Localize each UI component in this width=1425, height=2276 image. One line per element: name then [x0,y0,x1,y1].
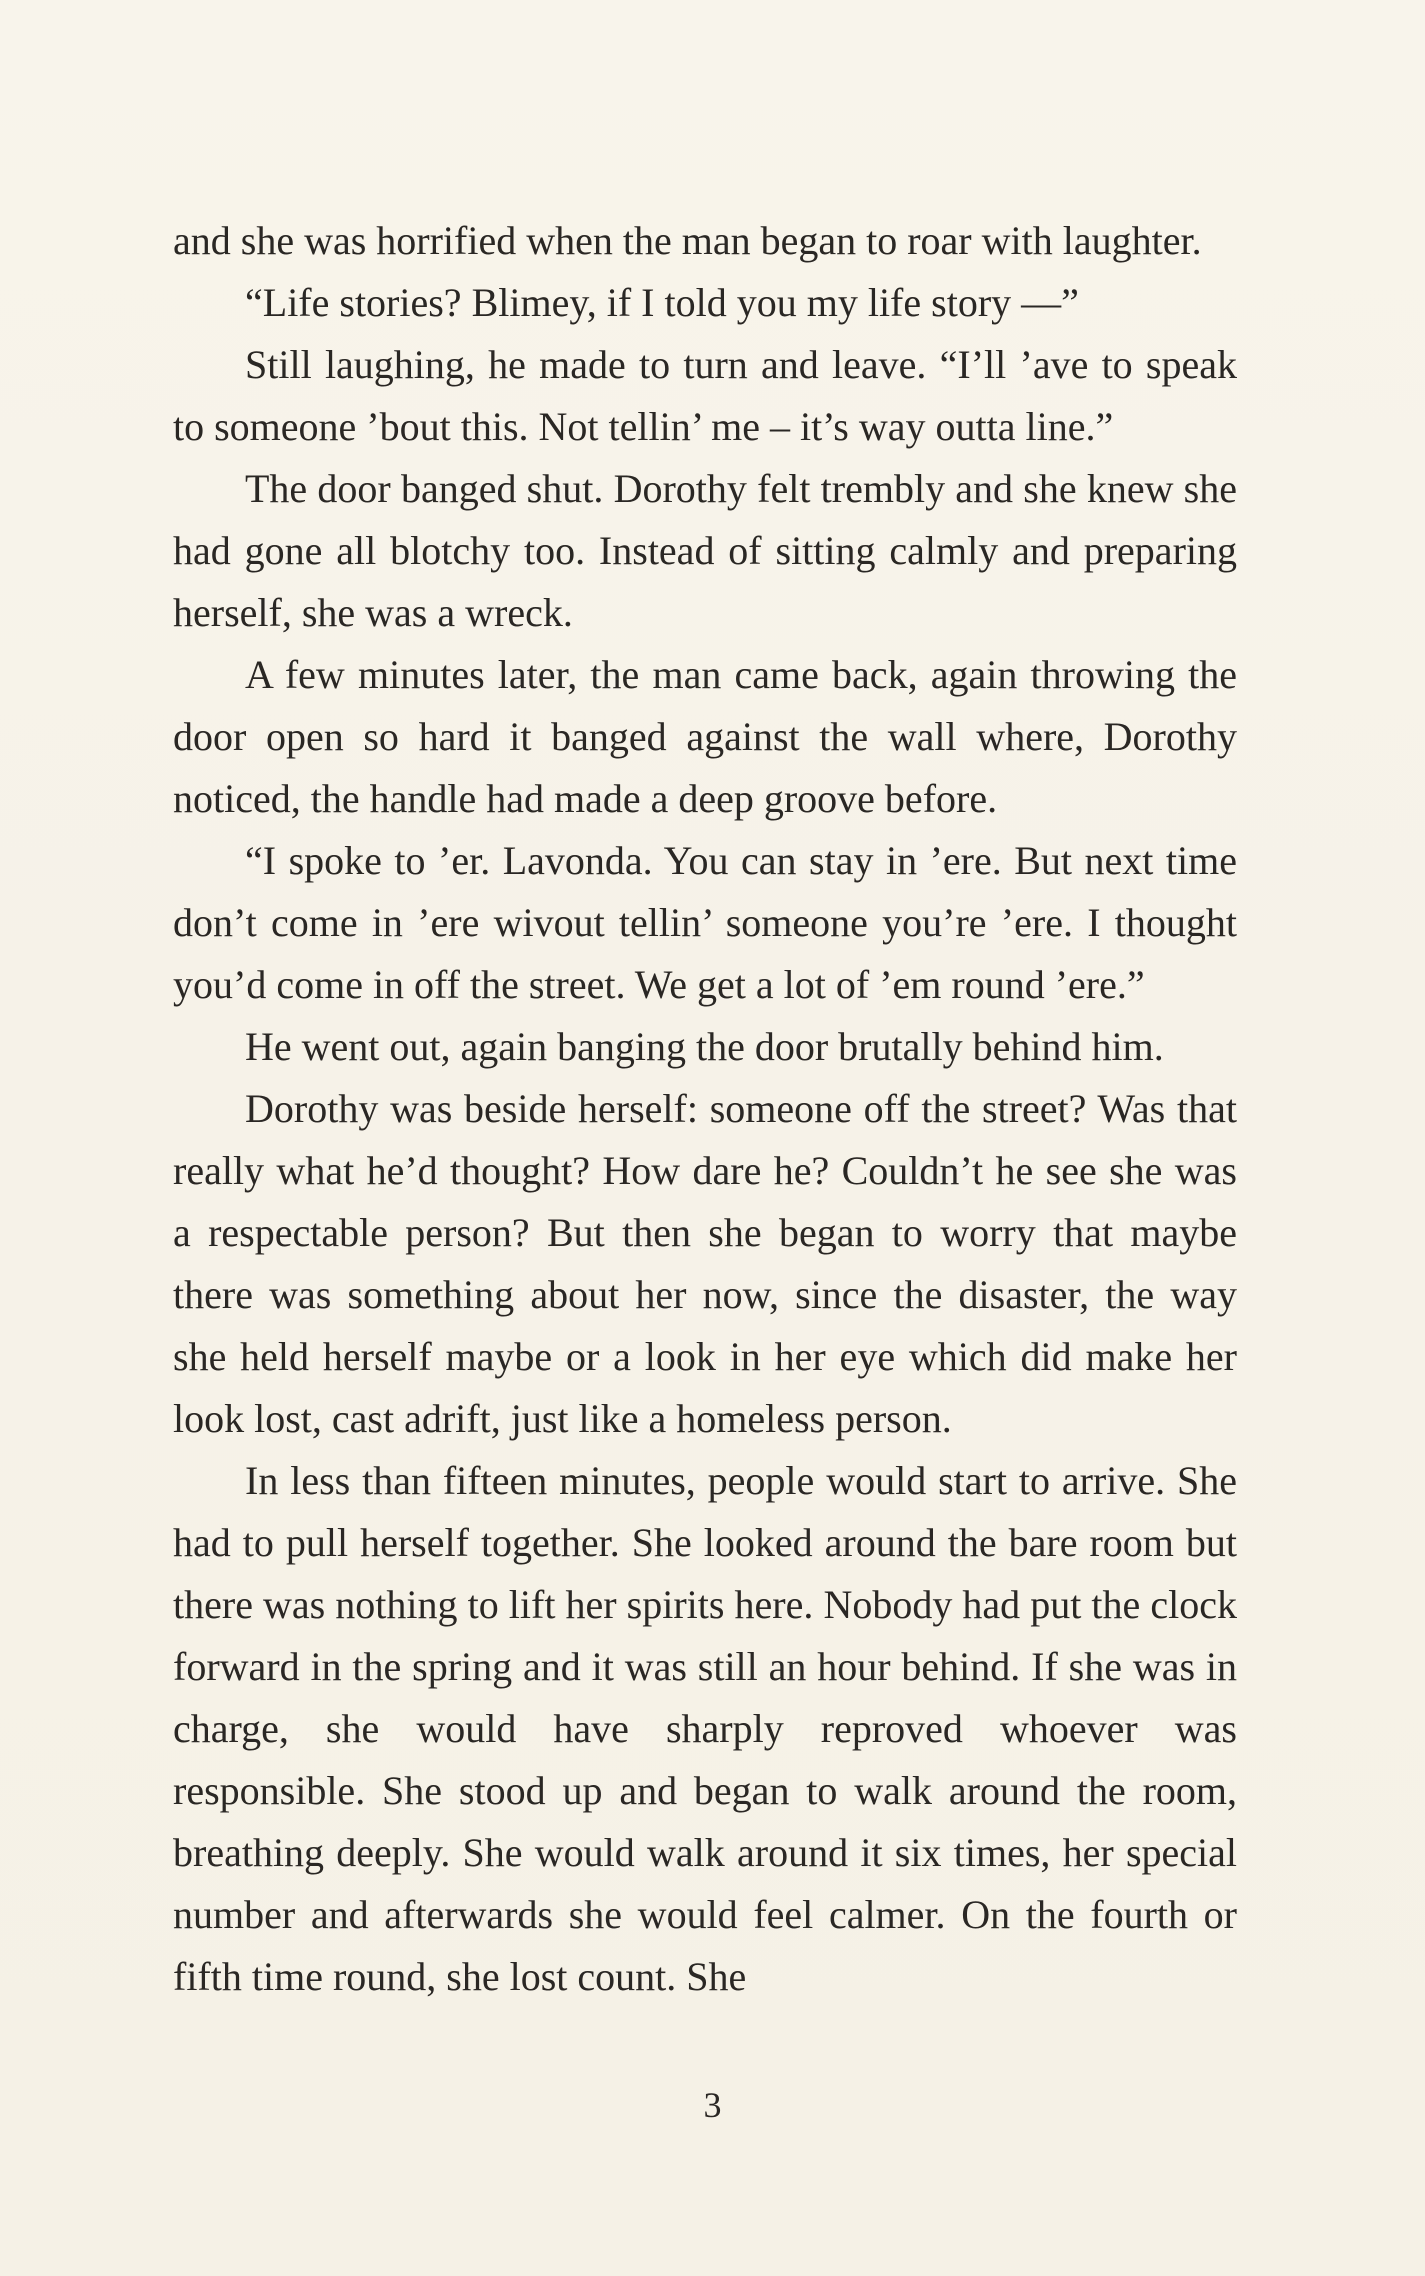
paragraph: He went out, again banging the door brutally behind him. [245,1024,1164,1069]
paragraph: Dorothy was beside herself: someone off the street? Was that really what he’d thought? How dare he? Couldn’t he see she was a respectable person? But then she began to worry that maybe there was something about her now, since the disaster, the way she held herself maybe or a look in her eye which did make her look lost, cast adrift, just like a homeless person. [173,1086,1237,1441]
paragraph: In less than fifteen minutes, people would start to arrive. She had to pull herself together. She looked around the bare room but there was nothing to lift her spirits here. Nobody had put the clock forward in the spring and it was still an hour behind. If she was in charge, she would have sharply reproved whoever was responsible. She stood up and began to walk around the room, breathing deeply. She would walk around it six times, her special number and afterwards she would feel calmer. On the fourth or fifth time round, she lost count. She [173,1458,1237,1999]
paragraph: and she was horrified when the man began to roar with laughter. [173,218,1202,263]
page-number: 3 [703,2085,722,2125]
paragraph: The door banged shut. Dorothy felt trembly and she knew she had gone all blotchy too. Instead of sitting calmly and preparing herself, she was a wreck. [173,466,1237,635]
paragraph: “I spoke to ’er. Lavonda. You can stay in ’ere. But next time don’t come in ’ere wivout tellin’ someone you’re ’ere. I thought you’d come in off the street. We get a lot of ’em round ’ere.” [173,838,1237,1007]
paragraph: “Life stories? Blimey, if I told you my life story —” [245,280,1079,325]
paragraph: A few minutes later, the man came back, again throwing the door open so hard it banged against the wall where, Dorothy noticed, the handle had made a deep groove before. [173,652,1237,821]
body-text [173,210,1237,2008]
paragraph: Still laughing, he made to turn and leave. “I’ll ’ave to speak to someone ’bout this. Not tellin’ me – it’s way outta line.” [173,342,1237,449]
